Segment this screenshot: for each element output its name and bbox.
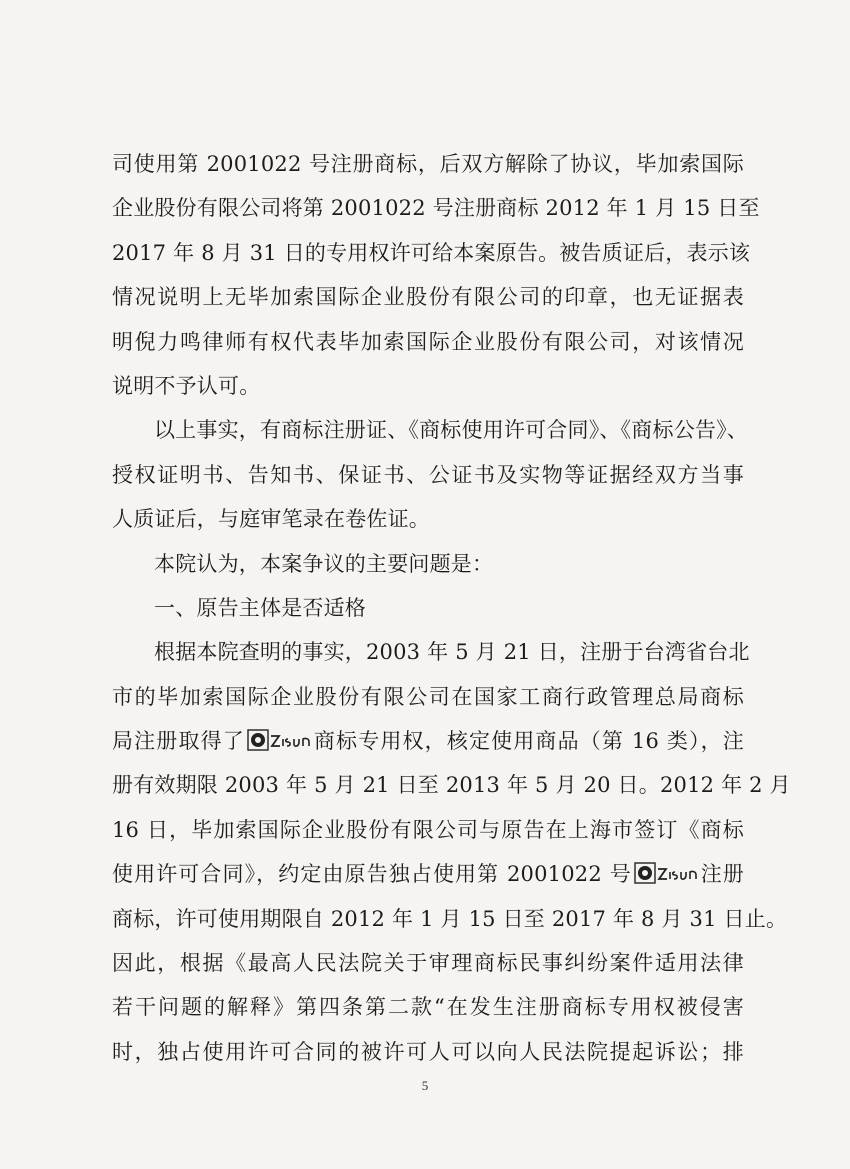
text-line: 因此，根据《最高人民法院关于审理商标民事纠纷案件适用法律 [112,951,744,976]
trademark-logo-icon [247,723,311,767]
text-line: 商标，许可使用期限自 2012 年 1 月 15 日至 2017 年 8 月 31 日止。 [112,906,788,931]
text-line: 本院认为，本案争议的主要问题是： [154,551,494,576]
page-number: 5 [421,1078,429,1093]
text-line: 授权证明书、告知书、保证书、公证书及实物等证据经双方当事 [112,462,744,487]
text-segment: 注册 [699,862,744,887]
text-line: 根据本院查明的事实，2003 年 5 月 21 日，注册于台湾省台北 [154,640,750,665]
body-text [112,142,791,1074]
text-segment: 使用许可合同》，约定由原告独占使用第 2001022 号 [112,862,632,887]
text-line: 市的毕加索国际企业股份有限公司在国家工商行政管理总局商标 [112,684,744,709]
text-line: 册有效期限 2003 年 5 月 21 日至 2013 年 5 月 20 日。2012 年 2 月 [112,773,791,798]
text-line: 2017 年 8 月 31 日的专用权许可给本案原告。被告质证后，表示该 [112,240,751,265]
trademark-logo-icon [634,856,698,900]
text-line: 司使用第 2001022 号注册商标，后双方解除了协议，毕加索国际 [112,152,744,176]
text-line: 以上事实，有商标注册证、《商标使用许可合同》、《商标公告》、 [154,418,748,443]
section-heading: 一、原告主体是否适格 [154,595,366,620]
text-line: 时，独占使用许可合同的被许可人可以向人民法院提起诉讼；排 [112,1039,744,1064]
text-line: 情况说明上无毕加索国际企业股份有限公司的印章，也无证据表 [112,285,744,310]
text-line: 明倪力鸣律师有权代表毕加索国际企业股份有限公司，对该情况 [112,329,744,354]
text-segment: 局注册取得了 [112,729,245,754]
text-line: 16 日，毕加索国际企业股份有限公司与原告在上海市签订《商标 [112,817,744,842]
text-line-with-logo [112,852,744,896]
text-line-with-logo [112,719,744,763]
text-line: 人质证后，与庭审笔录在卷佐证。 [112,507,430,532]
text-line: 若干问题的解释》第四条第二款“在发生注册商标专用权被侵害 [112,995,744,1020]
text-segment: 商标专用权，核定使用商品（第 16 类），注 [312,729,744,754]
text-line: 企业股份有限公司将第 2001022 号注册商标 2012 年 1 月 15 日至 [112,196,760,221]
text-line: 说明不予认可。 [112,373,261,398]
